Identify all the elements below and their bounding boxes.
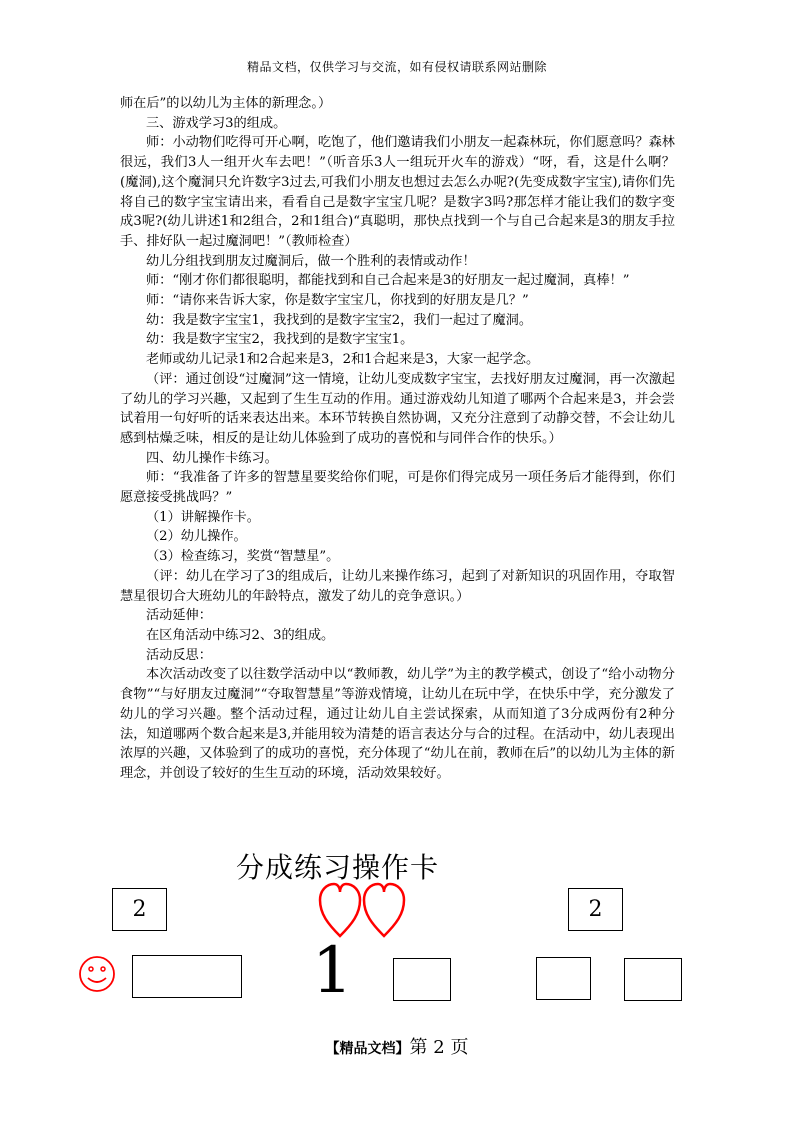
answer-box-1[interactable] — [132, 955, 242, 998]
paragraph: 师：“我准备了许多的智慧星要奖给你们呢，可是你们得完成另一项任务后才能得到，你们愿意接受挑战吗？” — [120, 470, 675, 506]
paragraph: 活动延伸： — [146, 608, 212, 624]
paragraph: （3）检查练习，奖赏“智慧星”。 — [146, 549, 340, 565]
answer-box-4[interactable] — [624, 958, 682, 1001]
left-number: 2 — [132, 897, 147, 922]
paragraph: 老师或幼儿记录1和2合起来是3，2和1合起来是3，大家一起学念。 — [146, 352, 540, 368]
document-body — [120, 94, 675, 784]
heart-left-icon — [320, 884, 360, 936]
answer-box-3[interactable] — [536, 957, 591, 1000]
paragraph: 三、游戏学习3的组成。 — [146, 115, 287, 131]
heart-right-icon — [364, 884, 404, 936]
card-title: 分成练习操作卡 — [236, 851, 440, 884]
paragraph: 四、幼儿操作卡练习。 — [146, 450, 278, 466]
paragraph: （评：通过创设“过魔洞”这一情境，让幼儿变成数字宝宝，去找好朋友过魔洞，再一次激起了幼儿的学习兴趣，又起到了生生互动的作用。通过游戏幼儿知道了哪两个合起来是3，并会尝试着用一句好听的话来表达出来。本环节转换自然协调，又充分注意到了动静交替，不会让幼儿感到枯燥乏味，相反的是让幼儿体验到了成功的喜悦和与同伴合作的快乐。） — [120, 371, 675, 446]
paragraph: （1）讲解操作卡。 — [146, 509, 260, 525]
paragraph: 师：“刚才你们都很聪明，都能找到和自己合起来是3的好朋友一起过魔洞，真棒！” — [146, 273, 630, 289]
page-footer — [0, 1033, 794, 1059]
paragraph: 幼：我是数字宝宝1，我找到的是数字宝宝2，我们一起过了魔洞。 — [146, 312, 533, 328]
center-number: 1 — [312, 934, 353, 1008]
right-number-box — [568, 888, 623, 931]
hearts-icon — [318, 882, 408, 942]
paragraph: 幼儿分组找到朋友过魔洞后，做一个胜利的表情或动作！ — [146, 253, 476, 269]
paragraph: 在区角活动中练习2、3的组成。 — [146, 627, 335, 643]
paragraph: 本次活动改变了以往数学活动中以“教师教，幼儿学”为主的教学模式，创设了“给小动物分食物”“与好朋友过魔洞”“夺取智慧星”等游戏情境，让幼儿在玩中学，在快乐中学，充分激发了幼儿的学习兴趣。整个活动过程，通过让幼儿自主尝试探索，从而知道了3分成两份有2种分法，知道哪两个数合起来是3,并能用较为清楚的语言表达分与合的过程。在活动中，幼儿表现出浓厚的兴趣，又体验到了的成功的喜悦，充分体现了“幼儿在前，教师在后”的以幼儿为主体的新理念，并创设了较好的生生互动的环境，活动效果较好。 — [120, 667, 675, 781]
paragraph: 活动反思： — [146, 647, 212, 663]
paragraph: （评：幼儿在学习了3的组成后，让幼儿来操作练习，起到了对新知识的巩固作用，夺取智慧星很切合大班幼儿的年龄特点，激发了幼儿的竞争意识。） — [120, 568, 675, 604]
page-number: 第 2 页 — [409, 1037, 469, 1058]
smiley-face-icon — [78, 955, 116, 993]
paragraph: 师在后”的以幼儿为主体的新理念。） — [120, 96, 332, 111]
paragraph: 师：“请你来告诉大家，你是数字宝宝几，你找到的好朋友是几？” — [146, 293, 529, 309]
page-header: 精品文档，仅供学习与交流，如有侵权请联系网站删除 — [246, 60, 547, 74]
paragraph: （2）幼儿操作。 — [146, 529, 247, 545]
paragraph: 幼：我是数字宝宝2，我找到的是数字宝宝1。 — [146, 332, 414, 348]
left-number-box — [112, 888, 167, 931]
right-number: 2 — [588, 897, 603, 922]
answer-box-2[interactable] — [393, 958, 451, 1001]
paragraph: 师：小动物们吃得可开心啊，吃饱了，他们邀请我们小朋友一起森林玩，你们愿意吗？森林很远，我们3人一组开火车去吧！”（听音乐3人一组玩开火车的游戏）“呀，看，这是什么啊？(魔洞),这个魔洞只允许数字3过去,可我们小朋友也想过去怎么办呢?(先变成数字宝宝),请你们先将自己的数字宝宝请出来，看看自己是数字宝宝几呢？是数字3吗?那怎样才能让我们的数字变成3呢?(幼儿讲述1和2组合，2和1组合)“真聪明，那快点找到一个与自己合起来是3的朋友手拉手、排好队一起过魔洞吧！”（教师检查） — [120, 135, 675, 249]
footer-tag: 【精品文档】 — [325, 1041, 410, 1057]
